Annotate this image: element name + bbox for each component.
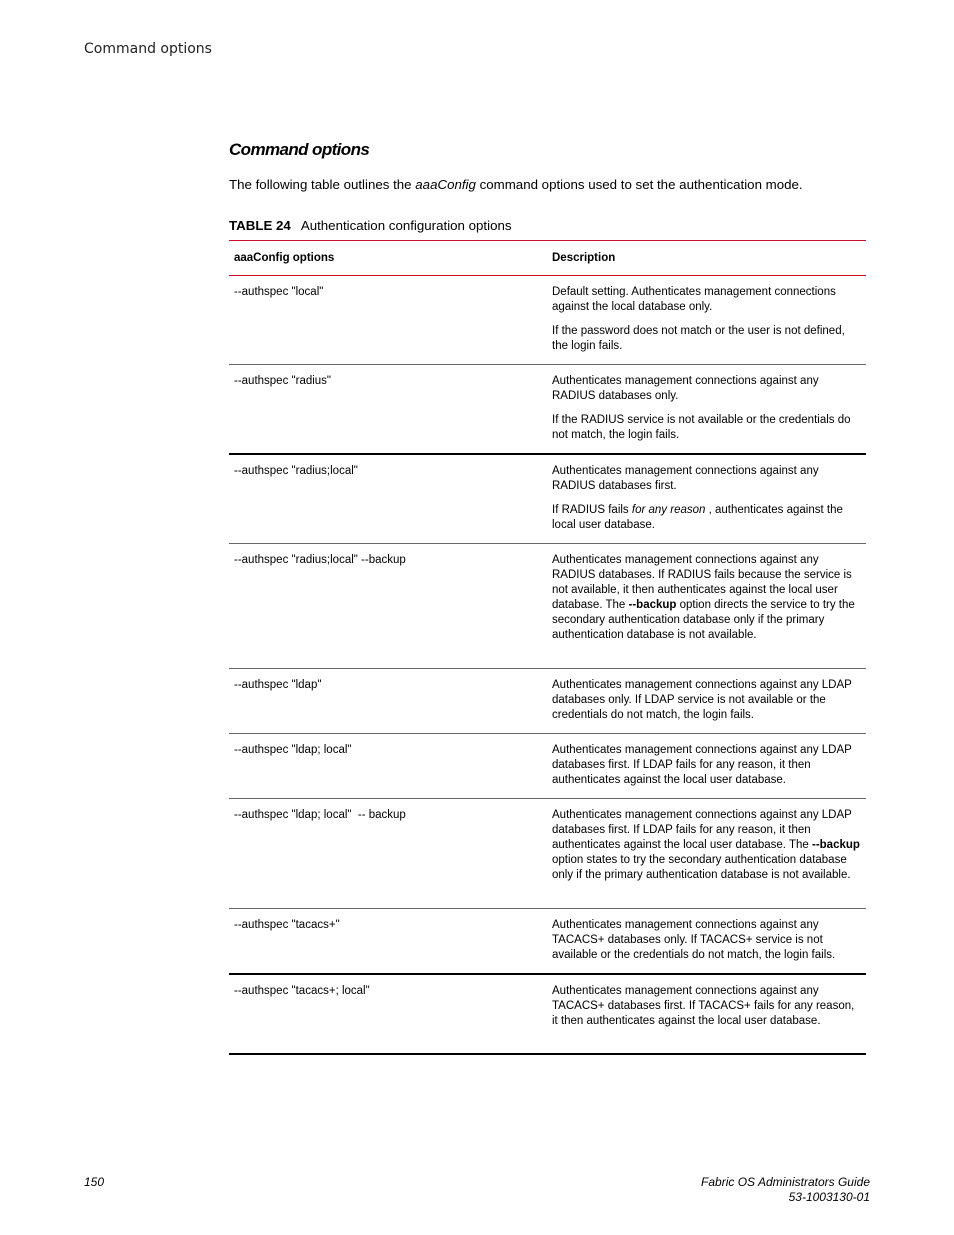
description-text-part: Authenticates management connections against any LDAP databases first. If LDAP fails for any reason, it then authenticates against the local user database. The [552, 809, 852, 851]
table-row [229, 365, 866, 455]
description-text [552, 553, 862, 643]
option-cell: --authspec "radius;local" [234, 465, 358, 477]
option-cell: --authspec "tacacs+; local" [234, 985, 370, 997]
description-text: Default setting. Authenticates management connections against the local database only. [552, 286, 836, 313]
header-description: Description [552, 252, 616, 264]
footer-doc-title: Fabric OS Administrators Guide [701, 1175, 870, 1189]
option-cell: --authspec "ldap; local" -- backup [234, 809, 406, 821]
running-head: Command options [84, 41, 212, 57]
description-cell [547, 374, 866, 453]
description-text: Authenticates management connections against any LDAP databases first. If LDAP fails for any reason, it then authenticates against the local user database. [552, 744, 852, 786]
description-text: If the password does not match or the user is not defined, the login fails. [552, 325, 845, 352]
description-cell [547, 808, 866, 908]
description-cell [547, 984, 866, 1053]
table-caption-title: Authentication configuration options [300, 218, 512, 233]
table-header-row [229, 241, 866, 276]
description-emphasis: for any reason [631, 504, 706, 516]
description-cell [547, 678, 866, 733]
option-cell: --authspec "radius;local" --backup [234, 554, 406, 566]
description-cell [547, 743, 866, 798]
footer-doc-number: 53-1003130-01 [788, 1190, 870, 1204]
description-bold-option: --backup [628, 599, 677, 611]
description-text: Authenticates management connections against any RADIUS databases only. [552, 375, 819, 402]
description-text [552, 808, 862, 883]
intro-text-before: The following table outlines the [229, 177, 416, 192]
table-caption-label: TABLE 24 [229, 218, 291, 233]
table-row [229, 734, 866, 799]
table-row [229, 909, 866, 975]
table-row [229, 276, 866, 365]
description-text: If the RADIUS service is not available or the credentials do not match, the login fails. [552, 414, 851, 441]
description-text: Authenticates management connections against any TACACS+ databases first. If TACACS+ fails for any reason, it then authenticates against the local user database. [552, 985, 855, 1027]
option-cell: --authspec "local" [234, 286, 324, 298]
description-text-part: If RADIUS fails [552, 504, 632, 516]
intro-paragraph [229, 177, 803, 192]
description-text-part: , authenticates against the local user database. [552, 504, 843, 531]
description-text-part: option states to try the secondary authentication database only if the primary authentication database is not available. [552, 854, 851, 881]
table-caption [229, 218, 512, 233]
description-cell [547, 464, 866, 543]
description-text-part: Authenticates management connections against any RADIUS databases. If RADIUS fails because the service is not available, it then authenticates against the local user database. The [552, 554, 852, 611]
intro-command-name: aaaConfig [415, 177, 476, 192]
table-row [229, 975, 866, 1055]
header-options: aaaConfig options [234, 252, 335, 264]
table-row [229, 799, 866, 909]
option-cell: --authspec "radius" [234, 375, 332, 387]
description-text: Authenticates management connections against any RADIUS databases first. [552, 465, 819, 492]
option-cell: --authspec "tacacs+" [234, 919, 340, 931]
description-cell [547, 918, 866, 973]
option-cell: --authspec "ldap; local" [234, 744, 352, 756]
page-number: 150 [84, 1175, 105, 1189]
intro-text-after: command options used to set the authentication mode. [475, 177, 803, 192]
description-cell [547, 553, 866, 668]
authentication-options-table [229, 240, 866, 1055]
table-row [229, 669, 866, 734]
table-row [229, 455, 866, 544]
table-row [229, 544, 866, 669]
description-bold-option: --backup [812, 839, 860, 851]
description-text: Authenticates management connections against any TACACS+ databases only. If TACACS+ service is not available or the credentials do not match, the login fails. [552, 919, 836, 961]
description-text [552, 503, 862, 533]
description-text: Authenticates management connections against any LDAP databases only. If LDAP service is not available or the credentials do not match, the login fails. [552, 679, 852, 721]
footer-doc-info [701, 1175, 870, 1205]
option-cell: --authspec "ldap" [234, 679, 322, 691]
description-text-part: option directs the service to try the secondary authentication database only if the primary authentication database is not available. [552, 599, 855, 641]
description-cell [547, 285, 866, 364]
section-title: Command options [229, 140, 370, 159]
